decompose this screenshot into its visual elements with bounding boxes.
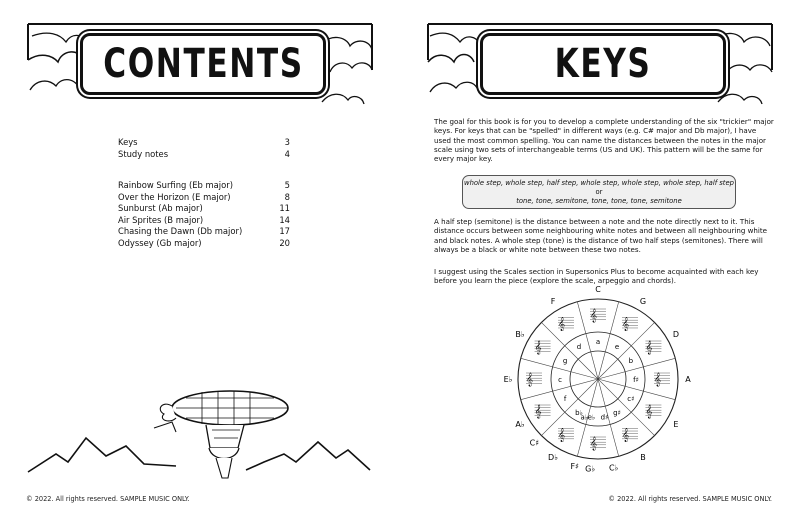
copyright-footer: © 2022. All rights reserved. SAMPLE MUSIC ONLY.	[26, 495, 190, 503]
toc-entry[interactable]	[118, 192, 290, 204]
svg-text:𝄞: 𝄞	[645, 404, 653, 418]
toc-entry-page: 4	[284, 148, 290, 159]
minor-key-label: c♯	[627, 395, 635, 403]
svg-text:𝄞: 𝄞	[645, 340, 653, 354]
suggestion-paragraph: I suggest using the Scales section in Supersonics Plus to become acquainted with each key before you learn the piece (explore the scale, arpeggio and chords).	[434, 267, 759, 286]
svg-text:𝄞: 𝄞	[622, 316, 630, 331]
minor-key-label: a	[595, 338, 601, 346]
minor-key-label: g♯	[613, 408, 621, 417]
key-signature-staff	[535, 404, 551, 418]
toc-entry-label: Odyssey (Gb major)	[118, 237, 202, 248]
intro-paragraph: The goal for this book is for you to develop a complete understanding of the six "trickier" major keys. For keys that can be "spelled" in different ways (e.g. C# major and Db major), I have used the most common spelling. You can name the distances between the notes in the major scale using two sets of interchangeable terms (US and UK). This pattern will be the same for every major key.	[434, 117, 774, 164]
minor-key-label: e	[614, 343, 620, 352]
key-signature-staff	[645, 340, 661, 354]
toc-entry[interactable]	[118, 215, 290, 227]
toc-entry-label: Keys	[118, 137, 138, 147]
circle-divider	[595, 302, 619, 379]
toc-entry[interactable]	[118, 203, 290, 215]
toc-entry-label: Air Sprites (B major)	[118, 214, 204, 225]
key-signature-staff	[654, 372, 670, 386]
minor-key-label: g	[562, 357, 568, 365]
circle-of-fifths-diagram	[500, 283, 720, 481]
half-step-paragraph: A half step (semitone) is the distance between a note and the note directly next to it. This distance occurs between some neighbouring white notes and between all neighbouring white and black notes. A whole step (tone) is the distance of two half steps (semitones). There will always be a black or white note between these two notes.	[434, 217, 768, 254]
major-key-label: D	[672, 330, 680, 339]
svg-text:𝄞: 𝄞	[534, 404, 542, 418]
minor-key-label: f	[563, 395, 567, 403]
toc-entry-page: 11	[279, 203, 290, 214]
toc-entry-page: 8	[284, 191, 290, 202]
key-signature-staff	[558, 317, 574, 331]
minor-key-label: d♯	[600, 413, 609, 422]
toc-entry[interactable]	[118, 137, 290, 149]
toc-group-keys	[118, 137, 290, 160]
toc-entry-page: 5	[284, 180, 290, 190]
key-signature-staff	[590, 436, 606, 450]
svg-text:𝄞: 𝄞	[590, 436, 598, 450]
key-signature-staff	[558, 427, 574, 441]
minor-key-label: c	[558, 376, 562, 384]
page-title: KEYS	[554, 41, 652, 87]
major-key-label: A	[685, 375, 691, 384]
copyright-footer: © 2022. All rights reserved. SAMPLE MUSIC ONLY.	[608, 495, 772, 503]
toc-entry-page: 3	[284, 137, 290, 147]
toc-entry-label: Chasing the Dawn (Db major)	[118, 226, 243, 237]
keys-page	[400, 0, 800, 518]
major-key-label: G	[639, 297, 647, 307]
minor-key-label: b	[628, 357, 634, 365]
toc-entry-label: Study notes	[118, 148, 169, 159]
page-title: CONTENTS	[102, 41, 304, 87]
major-key-label: E	[673, 420, 679, 429]
toc-entry[interactable]	[118, 226, 290, 238]
airship-mountains-illustration	[26, 370, 386, 488]
major-key-label: F♯	[570, 461, 579, 471]
major-key-label: B♭	[515, 330, 525, 339]
key-signature-staff	[622, 317, 638, 331]
toc-entry[interactable]	[118, 180, 290, 192]
major-key-label: C	[595, 285, 601, 294]
minor-key-label: a♭	[580, 413, 589, 422]
svg-text:𝄞: 𝄞	[534, 340, 542, 354]
keys-title-box	[480, 33, 726, 95]
svg-text:𝄞: 𝄞	[654, 372, 662, 386]
minor-key-label: f♯	[633, 376, 639, 384]
major-key-label: F	[550, 297, 556, 307]
svg-text:𝄞: 𝄞	[622, 427, 630, 442]
step-pattern-box	[462, 175, 736, 209]
toc-group-pieces	[118, 180, 290, 250]
minor-key-label: e♭	[587, 413, 596, 422]
pattern-us: whole step, whole step, half step, whole step, whole step, whole step, half step	[464, 178, 734, 187]
svg-text:𝄞: 𝄞	[558, 316, 566, 331]
major-key-label: D♭	[548, 452, 558, 462]
pattern-or: or	[595, 187, 603, 196]
major-key-label: C♯	[529, 438, 540, 448]
toc-entry[interactable]	[118, 238, 290, 250]
major-key-label: C♭	[608, 463, 619, 473]
major-key-label: G♭	[585, 464, 596, 474]
toc-entry-page: 17	[279, 226, 290, 237]
major-key-label: B	[640, 452, 646, 462]
toc-entry-page: 14	[279, 214, 290, 225]
toc-entry-label: Sunburst (Ab major)	[118, 203, 203, 214]
toc-entry-label: Rainbow Surfing (Eb major)	[118, 180, 233, 190]
circle-divider	[541, 379, 598, 436]
major-key-label: A♭	[515, 420, 525, 429]
svg-text:𝄞: 𝄞	[590, 308, 598, 322]
pattern-uk: tone, tone, semitone, tone, tone, tone, semitone	[516, 196, 682, 205]
key-signature-staff	[622, 427, 638, 441]
key-signature-staff	[535, 340, 551, 354]
key-signature-staff	[590, 308, 606, 322]
toc-entry-label: Over the Horizon (E major)	[118, 191, 231, 202]
circle-divider	[541, 322, 601, 379]
toc-entry-page: 20	[279, 237, 290, 248]
contents-title-box	[80, 33, 326, 95]
minor-key-label: d	[576, 343, 582, 352]
minor-key-label: b♭	[575, 408, 583, 417]
svg-text:𝄞: 𝄞	[558, 427, 566, 442]
key-signature-staff	[645, 404, 661, 418]
key-signature-staff	[526, 372, 542, 386]
major-key-label: E♭	[503, 375, 513, 384]
toc-entry[interactable]	[118, 149, 290, 161]
svg-text:𝄞: 𝄞	[526, 372, 534, 386]
